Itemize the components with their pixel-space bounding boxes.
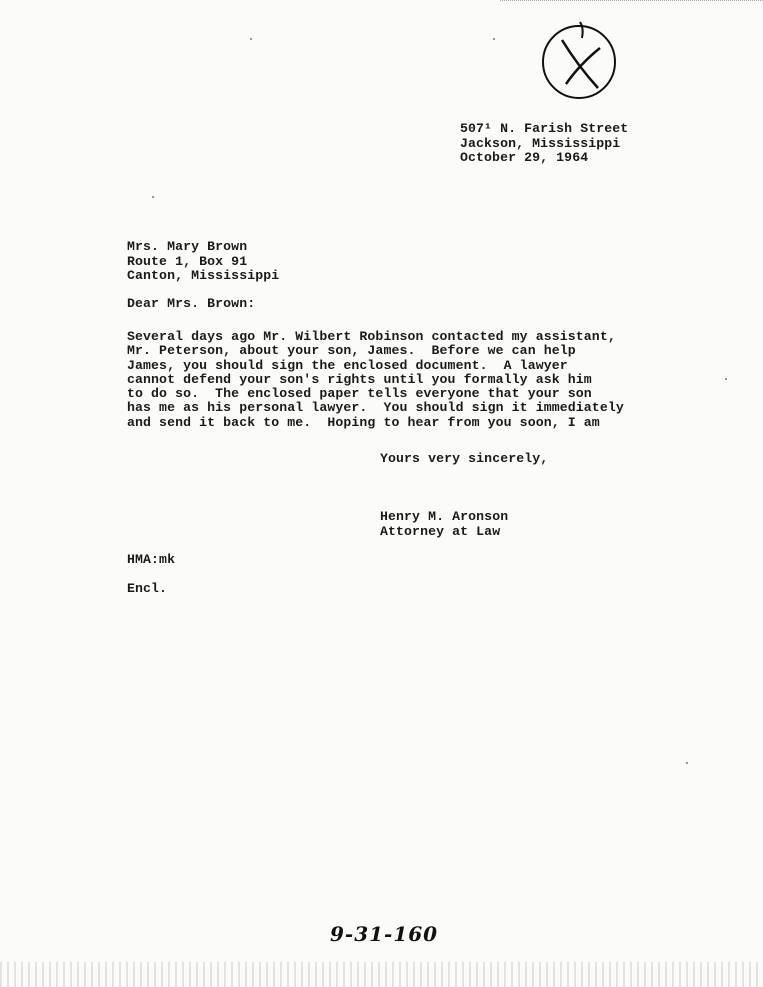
signer-name: Henry M. Aronson [380, 509, 509, 524]
enclosure-note: Encl. [127, 581, 168, 596]
letter-date: October 29, 1964 [460, 150, 589, 165]
salutation: Dear Mrs. Brown: [127, 296, 256, 311]
signer-title: Attorney at Law [380, 523, 501, 539]
body-line: to do so. The enclosed paper tells everyone that your son [127, 386, 592, 402]
sender-city: Jackson, Mississippi [460, 135, 621, 151]
scan-speck [152, 196, 154, 198]
circled-x-mark [540, 18, 618, 102]
body-line: and send it back to me. Hoping to hear from you soon, I am [127, 414, 600, 430]
top-dotted-rule [500, 0, 763, 1]
recipient-route: Route 1, Box 91 [127, 253, 248, 269]
sender-street: 507¹ N. Farish Street [460, 121, 629, 136]
body-line: James, you should sign the enclosed document. A lawyer [127, 357, 568, 373]
scan-speck [725, 378, 727, 380]
body-line: has me as his personal lawyer. You should sign it immediately [127, 400, 624, 416]
scan-bottom-noise [0, 962, 763, 987]
body-line: Several days ago Mr. Wilbert Robinson contacted my assistant, [127, 329, 616, 344]
closing: Yours very sincerely, [380, 451, 549, 466]
body-line: Mr. Peterson, about your son, James. Before we can help [127, 343, 576, 359]
letter-body [127, 330, 624, 430]
scan-speck [493, 38, 495, 40]
scan-speck [250, 38, 252, 40]
sender-address [460, 122, 628, 166]
recipient-city: Canton, Mississippi [127, 268, 280, 283]
recipient-address [127, 240, 279, 284]
signature-block [380, 510, 508, 539]
body-line: cannot defend your son's rights until you formally ask him [127, 371, 592, 387]
recipient-name: Mrs. Mary Brown [127, 239, 248, 254]
scan-speck [686, 762, 688, 764]
handwritten-file-number: 9-31-160 [330, 922, 439, 946]
reference-initials: HMA:mk [127, 552, 176, 567]
